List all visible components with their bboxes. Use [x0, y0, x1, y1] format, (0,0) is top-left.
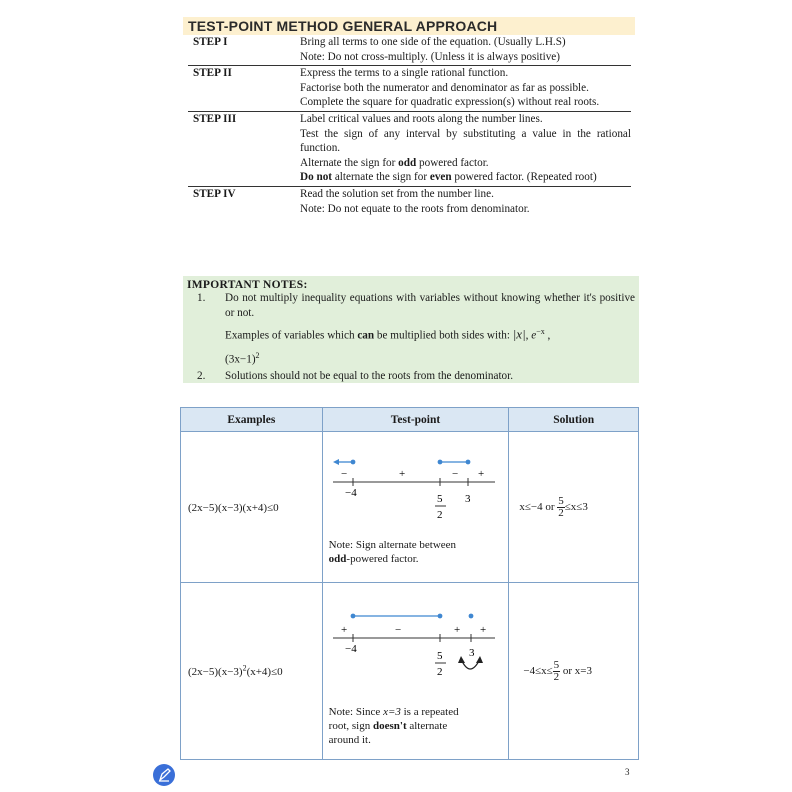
- step-line-text: Bring all terms to one side of the equation. (Usually L.H.S): [300, 36, 566, 48]
- row2-solution-denominator: 2: [553, 670, 560, 683]
- row1-arrow-left: [333, 459, 339, 465]
- row2-note-doesnt: doesn't: [372, 720, 407, 732]
- note-1-abs-x: |x|: [512, 326, 526, 342]
- step-line-text: powered factor. (Repeated root): [451, 171, 597, 184]
- row1-solution-numerator: 5: [558, 494, 564, 507]
- step-line-text: Label critical values and roots along the number lines.: [300, 112, 543, 125]
- row2-sign-2: −: [394, 624, 401, 636]
- row2-point-5-2: [437, 614, 442, 619]
- note-1-number: 1.: [197, 292, 206, 304]
- row1-solution-denominator: 2: [558, 506, 564, 519]
- step-line: [300, 187, 631, 202]
- row2-example-a: (2x−5)(x−3): [188, 666, 243, 678]
- row2-example: [188, 663, 283, 678]
- step-line: [300, 170, 631, 185]
- step-line-text: Alternate the sign for: [300, 156, 399, 169]
- step-description: [300, 35, 631, 64]
- row1-sign-1: −: [340, 468, 347, 480]
- note-1-square-base: (3x−1): [225, 353, 256, 366]
- row2-example-cell: [181, 583, 323, 760]
- row1-label-5: 5: [436, 493, 443, 505]
- publisher-logo: [153, 764, 175, 786]
- row1-note-c: -powered factor.: [346, 553, 419, 565]
- note-2-number: 2.: [197, 370, 206, 382]
- step-label: STEP IV: [193, 187, 236, 200]
- step-row: [188, 35, 631, 66]
- row2-solution: [523, 658, 593, 683]
- step-label: STEP I: [193, 36, 228, 48]
- step-line: [300, 112, 631, 127]
- row1-note-a: Note: Sign alternate between: [328, 539, 457, 551]
- step-line-bold: odd: [398, 156, 417, 169]
- row1-solution-cell: [509, 432, 639, 583]
- row2-label-2: 2: [436, 666, 443, 678]
- step-line: [300, 202, 631, 217]
- header-test-point: Test-point: [322, 408, 509, 432]
- row2-note-b: is a repeated: [403, 706, 459, 718]
- header-solution: Solution: [509, 408, 639, 432]
- note-1-examples: Examples of variables which can be multiplied both sides with: |x|, $e^{-x}$ ,: [225, 326, 551, 342]
- row1-test-point-cell: [322, 432, 509, 583]
- step-line: [300, 35, 631, 50]
- row1-label-2: 2: [436, 509, 443, 521]
- row1-example-cell: [181, 432, 323, 583]
- note-1-exp: e: [531, 329, 537, 342]
- row1-note-odd: odd: [328, 553, 347, 565]
- row1-solution: [519, 494, 588, 519]
- row2-arrowhead-right: [476, 656, 483, 663]
- step-description: [300, 66, 631, 110]
- row2-solution-cell: [509, 583, 639, 760]
- step-line-text: powered factor.: [416, 156, 489, 169]
- note-1-square-sup: 2: [255, 351, 260, 360]
- step-line: [300, 50, 631, 65]
- note-1-examples-b: be multiplied both sides with:: [374, 329, 513, 342]
- steps-table: [188, 35, 631, 217]
- step-line-text: Complete the square for quadratic expression(s) without real roots.: [300, 96, 600, 109]
- row2-note-a: Note: Since: [328, 706, 381, 718]
- step-line: [300, 95, 631, 110]
- row1-number-line: [323, 432, 510, 532]
- step-line: [300, 66, 631, 81]
- step-description: [300, 187, 631, 216]
- row2-note-c: root, sign: [328, 720, 371, 732]
- step-row: [188, 187, 631, 217]
- row2-number-line: [323, 583, 510, 693]
- row2-test-point-cell: [322, 583, 509, 760]
- row2-example-sup: 2: [242, 663, 247, 673]
- row2-label-5: 5: [436, 650, 443, 662]
- step-line-text: Factorise both the numerator and denominator as far as possible.: [300, 81, 589, 94]
- row1-sign-3: −: [451, 468, 458, 480]
- note-1-examples-can: can: [357, 329, 375, 342]
- note-1-square-expression: [225, 349, 635, 367]
- note-1-examples-a: Examples of variables which: [225, 329, 358, 342]
- step-line-bold: Do not: [300, 171, 333, 184]
- row2-label-3: 3: [468, 647, 475, 659]
- row2-note: [329, 705, 459, 747]
- row1-label-3: 3: [464, 493, 471, 505]
- row2-point-3: [468, 614, 473, 619]
- row2-arrowhead-left: [458, 656, 465, 663]
- row2-point-neg4: [350, 614, 355, 619]
- row1-solution-fraction: [557, 496, 565, 519]
- step-line-text: Read the solution set from the number line.: [300, 187, 494, 200]
- note-1-exp-sup: −x: [536, 327, 545, 336]
- note-1-text: Do not multiply inequality equations with variables without knowing whether it's positive or not.: [225, 292, 635, 319]
- step-line-text: Express the terms to a single rational function.: [300, 67, 509, 80]
- row2-solution-a: −4≤x≤: [523, 664, 553, 677]
- row1-example: (2x−5)(x−3)(x+4)≤0: [188, 502, 279, 514]
- examples-table: [180, 407, 639, 760]
- row1-point-3: [465, 460, 470, 465]
- row2-solution-b: or x=3: [562, 664, 593, 677]
- step-row: [188, 66, 631, 112]
- step-line: [300, 127, 631, 156]
- step-row: [188, 112, 631, 187]
- row1-sign-4: +: [477, 468, 484, 480]
- row2-example-b: (x+4)≤0: [246, 666, 283, 678]
- step-description: [300, 112, 631, 185]
- row1-point-5-2: [437, 460, 442, 465]
- step-line: [300, 156, 631, 171]
- step-line-text: Note: Do not equate to the roots from denominator.: [300, 202, 530, 215]
- step-line-bold: even: [429, 171, 452, 184]
- row2-solution-fraction: [553, 660, 561, 683]
- row1-sign-2: +: [398, 468, 405, 480]
- row1-point-neg4: [350, 460, 355, 465]
- page-number: 3: [625, 767, 630, 777]
- row2-sign-1: +: [340, 624, 347, 636]
- important-notes-title: IMPORTANT NOTES:: [187, 279, 308, 291]
- row2-note-e: alternate: [409, 720, 448, 732]
- row2-sign-4: +: [479, 624, 486, 636]
- row2-note-f: around it.: [328, 734, 371, 746]
- row2-label-neg4: −4: [344, 643, 357, 655]
- row2-repeated-root-arrow: [461, 659, 480, 669]
- row2-solution-numerator: 5: [553, 658, 560, 671]
- pencil-icon: [153, 764, 175, 786]
- header-examples: Examples: [181, 408, 323, 432]
- note-2-text: Solutions should not be equal to the roots from the denominator.: [225, 370, 514, 382]
- row1-note: [329, 538, 456, 566]
- section-title: TEST-POINT METHOD GENERAL APPROACH: [188, 18, 498, 34]
- step-label: STEP II: [193, 67, 232, 80]
- row1-label-neg4: −4: [344, 487, 357, 499]
- row1-solution-b: ≤x≤3: [564, 500, 588, 513]
- step-line-text: Note: Do not cross-multiply. (Unless it is always positive): [300, 50, 560, 63]
- step-label: STEP III: [193, 112, 237, 125]
- step-line-text: alternate the sign for: [332, 171, 430, 184]
- step-line-text: Test the sign of any interval by substituting a value in the rational function.: [300, 127, 631, 155]
- row2-sign-3: +: [453, 624, 460, 636]
- row2-note-var: x=3: [383, 706, 401, 718]
- step-line: [300, 81, 631, 96]
- row1-solution-a: x≤−4 or: [519, 500, 555, 513]
